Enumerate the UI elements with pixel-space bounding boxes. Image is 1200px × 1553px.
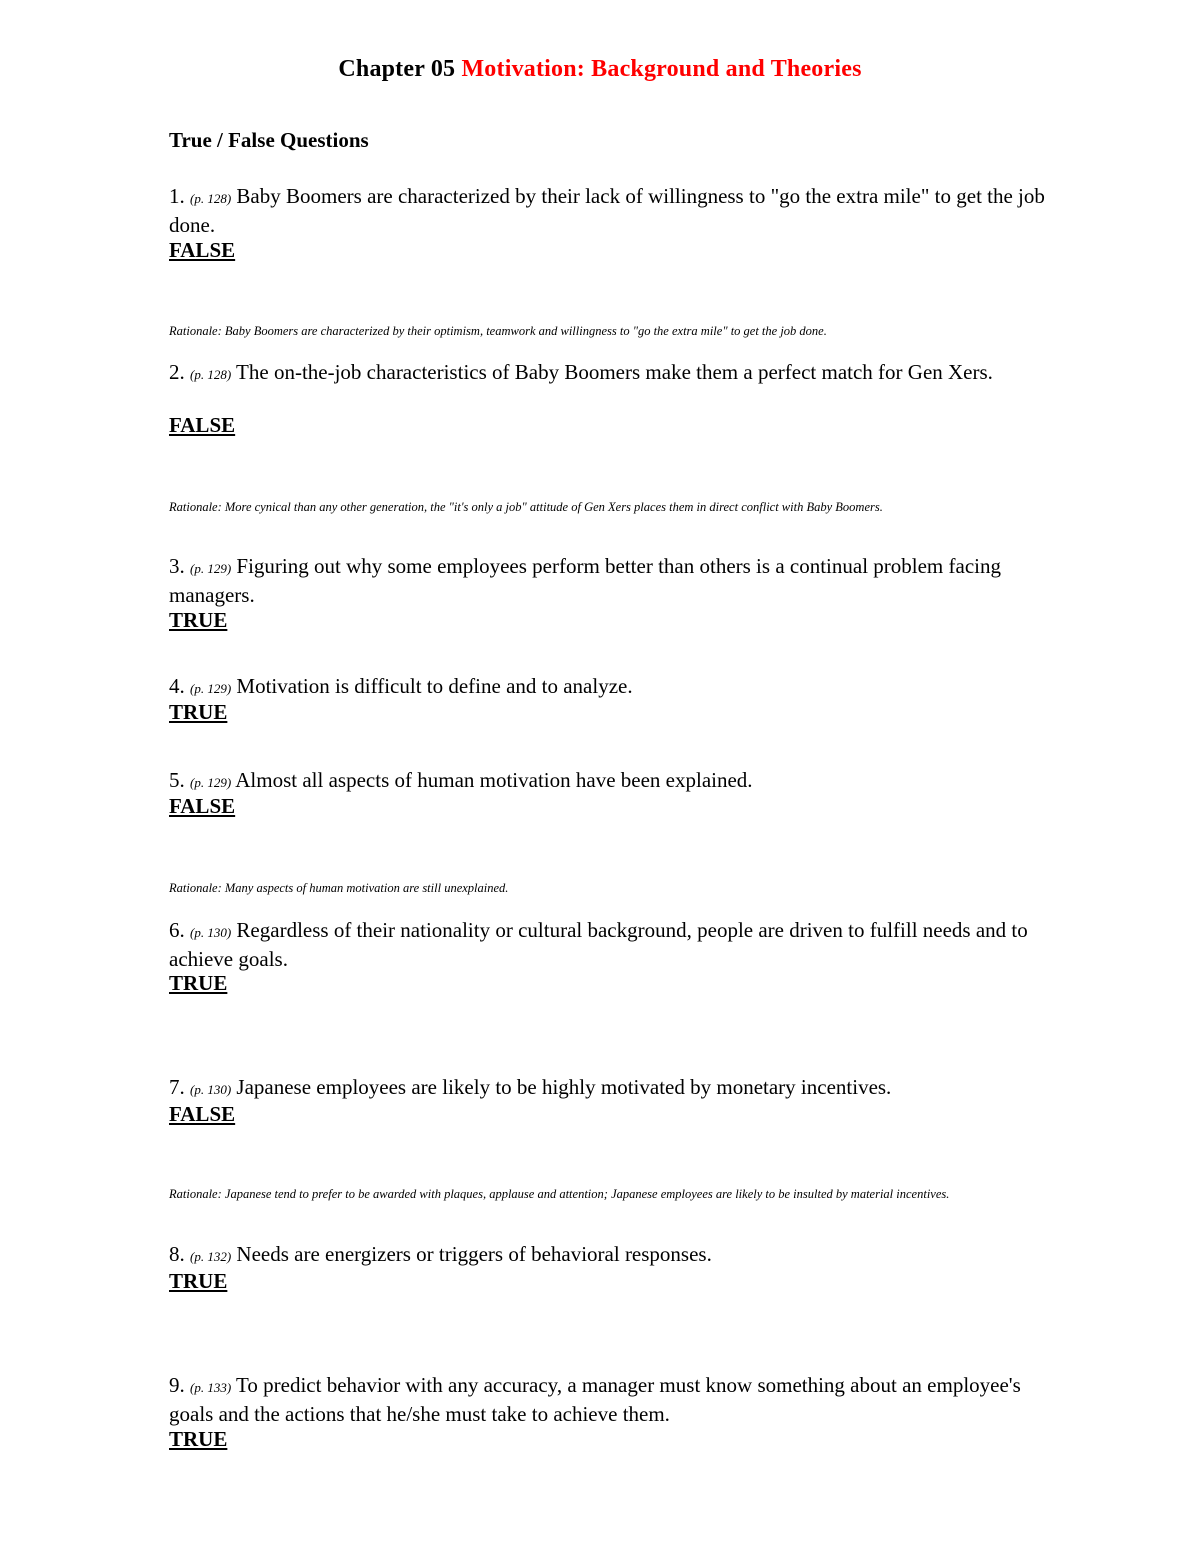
question-statement: Motivation is difficult to define and to analyze. — [236, 674, 633, 698]
question-number: 8. — [169, 1242, 185, 1266]
page-reference: (p. 130) — [190, 1082, 232, 1097]
question-number: 5. — [169, 768, 185, 792]
question-statement: The on-the-job characteristics of Baby Boomers make them a perfect match for Gen Xers. — [236, 360, 993, 384]
section-heading: True / False Questions — [169, 128, 369, 152]
question-number: 2. — [169, 360, 185, 384]
page-reference: (p. 133) — [190, 1380, 232, 1395]
question-text — [169, 183, 1049, 239]
question-number: 4. — [169, 674, 185, 698]
question-text — [169, 1372, 1049, 1428]
answer-label: FALSE — [169, 794, 236, 818]
document-title — [0, 56, 1200, 83]
question-number: 9. — [169, 1373, 185, 1397]
question-statement: Figuring out why some employees perform better than others is a continual problem facing managers. — [169, 554, 1001, 607]
answer-label: FALSE — [169, 238, 236, 262]
question-text — [169, 917, 1049, 973]
question-statement: Japanese employees are likely to be highly motivated by monetary incentives. — [236, 1075, 892, 1099]
answer-label: FALSE — [169, 413, 236, 437]
title-chapter-prefix: Chapter 05 — [338, 56, 456, 82]
page-reference: (p. 128) — [190, 367, 232, 382]
rationale-text: Rationale: Japanese tend to prefer to be awarded with plaques, applause and attention; Japanese employees are likely to be insulted by material incentives. — [169, 1187, 950, 1201]
question-number: 6. — [169, 918, 185, 942]
question-text — [169, 1241, 1049, 1270]
answer-label: TRUE — [169, 1269, 228, 1293]
question-text — [169, 673, 1049, 702]
question-text — [169, 767, 1049, 796]
title-chapter-name: Motivation: Background and Theories — [461, 56, 862, 82]
page-reference: (p. 130) — [190, 925, 232, 940]
question-statement: Regardless of their nationality or cultural background, people are driven to fulfill needs and to achieve goals. — [169, 918, 1028, 971]
question-text — [169, 359, 1049, 388]
page-reference: (p. 128) — [190, 191, 232, 206]
question-number: 7. — [169, 1075, 185, 1099]
rationale-text: Rationale: Baby Boomers are characterized by their optimism, teamwork and willingness to "go the extra mile" to get the job done. — [169, 324, 827, 338]
question-statement: To predict behavior with any accuracy, a manager must know something about an employee's goals and the actions that he/she must take to achieve them. — [169, 1373, 1021, 1426]
question-text — [169, 553, 1049, 609]
question-number: 3. — [169, 554, 185, 578]
question-statement: Needs are energizers or triggers of behavioral responses. — [236, 1242, 712, 1266]
page-reference: (p. 129) — [190, 775, 232, 790]
rationale-text: Rationale: Many aspects of human motivation are still unexplained. — [169, 881, 509, 895]
question-statement: Baby Boomers are characterized by their lack of willingness to "go the extra mile" to get the job done. — [169, 184, 1045, 237]
question-statement: Almost all aspects of human motivation have been explained. — [235, 768, 753, 792]
page-reference: (p. 129) — [190, 561, 232, 576]
question-number: 1. — [169, 184, 185, 208]
answer-label: FALSE — [169, 1102, 236, 1126]
question-text — [169, 1074, 1049, 1103]
page-reference: (p. 129) — [190, 681, 232, 696]
answer-label: TRUE — [169, 700, 228, 724]
page-reference: (p. 132) — [190, 1249, 232, 1264]
rationale-text: Rationale: More cynical than any other generation, the "it's only a job" attitude of Gen Xers places them in direct conflict with Baby Boomers. — [169, 500, 883, 514]
answer-label: TRUE — [169, 971, 228, 995]
answer-label: TRUE — [169, 1427, 228, 1451]
answer-label: TRUE — [169, 608, 228, 632]
